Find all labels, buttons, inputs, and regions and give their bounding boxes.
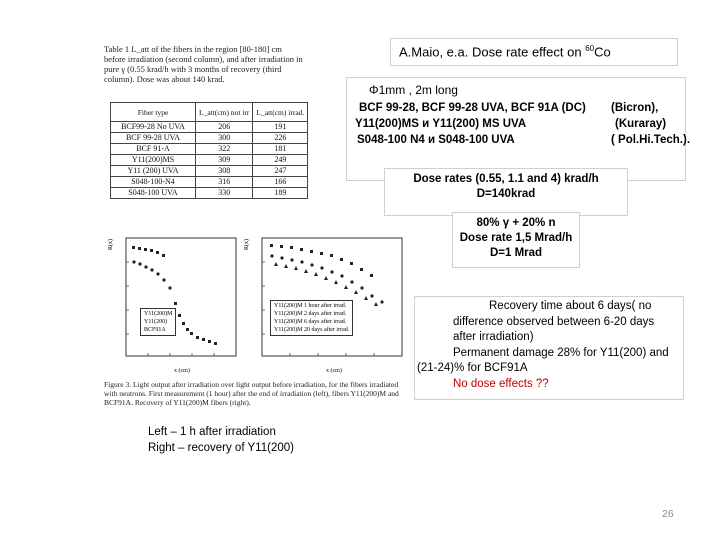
permanent-damage: Permanent damage 28% for Y11(200) and (21-24)% for BCF91A [417, 346, 669, 374]
fiber-dimensions: Φ1mm , 2m long [369, 83, 458, 97]
vendor-polhitech: ( Pol.Hi.Tech.). [611, 134, 691, 146]
neutron-dose-rate: Dose rate 1,5 Mrad/h [459, 232, 573, 244]
slide-title: A.Maio, e.a. Dose rate effect on [399, 44, 586, 60]
vendor-kuraray: (Kuraray) [615, 118, 667, 130]
table-header: Fiber type [111, 103, 196, 122]
fiber-list-bicron: BCF 99-28, BCF 99-28 UVA, BCF 91A (DC) [359, 102, 586, 114]
legend-entry: Y11(200)M [144, 311, 173, 317]
note-left: Left – 1 h after irradiation [148, 426, 276, 438]
table-cell: Y11 (200) UVA [111, 166, 196, 177]
table-cell: 191 [253, 122, 308, 133]
table-cell: 189 [253, 188, 308, 199]
legend-entry: Y11(200)M 20 days after irrad. [274, 327, 350, 333]
table-header: L_att(cm) irrad. [253, 103, 308, 122]
table-cell: 247 [253, 166, 308, 177]
plot-frame [126, 238, 236, 356]
table-cell: 226 [253, 133, 308, 144]
table-row [111, 155, 308, 166]
isotope-name: Co [594, 44, 611, 60]
recovery-time: Recovery time about 6 days( no difference observed between 6-20 days after irradiation) [453, 300, 655, 343]
legend-entry: Y11(200) [144, 319, 168, 325]
note-right: Right – recovery of Y11(200) [148, 442, 294, 454]
table-row [111, 133, 308, 144]
table-cell: 309 [196, 155, 253, 166]
table-row [111, 166, 308, 177]
table-cell: 300 [196, 133, 253, 144]
fibers-box [346, 77, 691, 181]
right-plot-ylabel: R(x) [244, 239, 250, 250]
legend-entry: Y11(200)M 6 days after irrad. [274, 319, 347, 325]
left-plot-legend [140, 308, 176, 336]
table-row [111, 188, 308, 199]
legend-entry: Y11(200)M 1 hour after irrad. [274, 303, 347, 309]
neutron-box [452, 212, 580, 268]
figure-caption: Figure 3. Light output after irradiation over light output before irradiation, for the fibers irradiated with neutrons. First measurement (1 hour) after the end of irradiation (left), fibers Y11(200)M and BCF91A. Recovery of Y11(200)M fibers (right). [104, 380, 399, 407]
table-row [111, 177, 308, 188]
recovery-time-text [417, 299, 679, 346]
table-cell: BCF 99-28 UVA [111, 133, 196, 144]
recovery-box [414, 296, 684, 400]
total-dose-line: D=140krad [476, 188, 536, 200]
radiation-mix: 80% γ + 20% n [476, 217, 556, 229]
table-cell: 181 [253, 144, 308, 155]
table-cell: S048-100 UVA [111, 188, 196, 199]
legend-entry: Y11(200)M 2 days after irrad. [274, 311, 347, 317]
table-cell: 330 [196, 188, 253, 199]
right-data-points [270, 244, 384, 306]
table-cell: 316 [196, 177, 253, 188]
right-plot-xlabel: x (cm) [326, 368, 342, 374]
fiber-attenuation-table [110, 102, 308, 199]
scan-table-caption: Table 1 L_att of the fibers in the region [80-180] cm before irradiation (second column), and after irradiation in pure γ (0.55 krad/h with 3 months of recovery (third column). Dose was about 140 krad. [104, 44, 303, 84]
table-cell: 322 [196, 144, 253, 155]
table-cell: BCF 91-A [111, 144, 196, 155]
legend-entry: BCF91A [144, 327, 166, 333]
vendor-bicron: (Bicron), [611, 102, 659, 114]
dose-rates-line: Dose rates (0.55, 1.1 and 4) krad/h [413, 173, 599, 185]
table-cell: Y11(200)MS [111, 155, 196, 166]
table-cell: 249 [253, 155, 308, 166]
table-header: L_att(cm) not irr [196, 103, 253, 122]
table-cell: BCF99-28 No UVA [111, 122, 196, 133]
neutron-total-dose: D=1 Mrad [489, 247, 543, 259]
left-plot-xlabel: x (cm) [174, 368, 190, 374]
left-recovery-plot [104, 232, 244, 378]
table-cell: 166 [253, 177, 308, 188]
right-plot-legend [270, 300, 353, 336]
notes [148, 424, 294, 456]
dose-rates-box [384, 168, 628, 216]
fiber-list-polhitech: S048-100 N4 и S048-100 UVA [357, 134, 515, 146]
title-box [390, 38, 678, 66]
table-row [111, 122, 308, 133]
table-header-row [111, 103, 308, 122]
table-cell: S048-100-N4 [111, 177, 196, 188]
page-number: 26 [662, 508, 674, 520]
isotope-superscript: 60 [585, 44, 595, 53]
table-cell: 308 [196, 166, 253, 177]
permanent-damage-text [417, 346, 679, 377]
no-dose-effects: No dose effects ?? [453, 377, 549, 390]
table-row [111, 144, 308, 155]
fiber-list-kuraray: Y11(200)MS и Y11(200) MS UVA [355, 118, 527, 130]
left-plot-ylabel: R(x) [108, 239, 114, 250]
table-cell: 206 [196, 122, 253, 133]
